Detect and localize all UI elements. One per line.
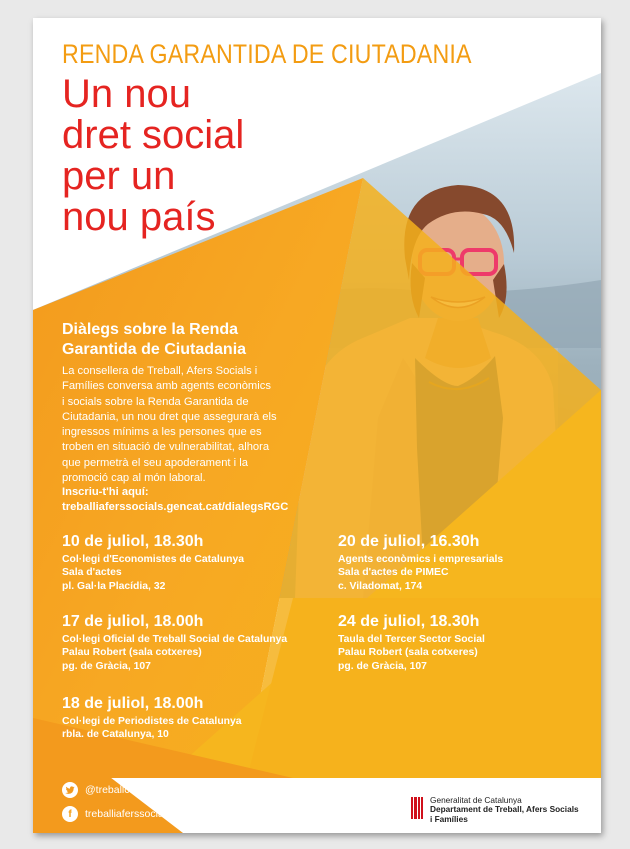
event-org: Taula del Tercer Sector Social — [338, 634, 485, 645]
event-address: c. Viladomat, 174 — [338, 580, 423, 592]
event-org: Col·legi d'Economistes de Catalunya — [62, 554, 245, 565]
event-venue: Palau Robert (sala cotxeres) — [338, 647, 478, 659]
senyera-icon — [411, 797, 423, 819]
body-line: La consellera de Treball, Afers Socials i — [62, 365, 258, 377]
body-line: troben en situació de vulnerabilitat, alhora — [62, 441, 270, 454]
poster — [33, 18, 601, 833]
body-line: promoció cap al món laboral. — [62, 472, 206, 485]
body-line: que permetrà el seu apoderament i la — [62, 456, 248, 469]
event-address: pg. de Gràcia, 107 — [62, 660, 151, 672]
event-org: Col·legi Oficial de Treball Social de Catalunya — [62, 634, 288, 645]
logo-line-2: Departament de Treball, Afers Socials — [430, 804, 579, 815]
event-org: Agents econòmics i empresarials — [338, 554, 504, 565]
event-address: pl. Gal·la Placídia, 32 — [62, 580, 166, 592]
generalitat-logo — [411, 796, 579, 824]
event-venue: Sala d'actes — [62, 567, 122, 579]
event-date: 17 de juliol, 18.00h — [62, 613, 204, 630]
body-line: ingressos mínims a les persones que es — [62, 426, 262, 439]
headline — [62, 74, 244, 238]
event-date: 24 de juliol, 18.30h — [338, 613, 480, 630]
twitter-icon[interactable] — [62, 782, 78, 798]
body-line: Famílies conversa amb agents econòmics — [62, 380, 271, 393]
dialegs-title — [62, 320, 246, 360]
registration — [62, 485, 288, 515]
event-24-juliol — [338, 613, 485, 673]
logo-line-3: i Famílies — [430, 813, 468, 824]
event-date: 10 de juliol, 18.30h — [62, 533, 204, 550]
registration-label: Inscriu-t'hi aquí: — [62, 486, 149, 498]
headline-line-4: nou país — [62, 195, 216, 239]
body-line: i socials sobre la Renda Garantida de — [62, 395, 249, 408]
logo-line-1: Generalitat de Catalunya — [430, 795, 522, 805]
dialegs-title-line-2: Garantida de Ciutadania — [62, 341, 247, 358]
eyebrow-title: RENDA GARANTIDA DE CIUTADANIA — [62, 39, 472, 69]
logo-text — [430, 796, 579, 824]
event-date: 20 de juliol, 16.30h — [338, 533, 480, 550]
event-18-juliol — [62, 695, 242, 742]
event-date: 18 de juliol, 18.00h — [62, 695, 204, 712]
event-17-juliol — [62, 613, 287, 673]
dialegs-body — [62, 364, 290, 486]
facebook-row[interactable] — [62, 806, 171, 822]
event-10-juliol — [62, 533, 244, 593]
registration-link[interactable]: treballiaferssocials.gencat.cat/dialegsRGC — [62, 501, 289, 513]
event-venue: Sala d'actes de PIMEC — [338, 567, 449, 579]
event-address: pg. de Gràcia, 107 — [338, 660, 427, 672]
facebook-handle[interactable]: treballiaferssocials — [85, 808, 172, 820]
headline-line-2: dret social — [62, 113, 245, 157]
twitter-handles[interactable]: @treballcat · @afersocialscat — [85, 784, 223, 796]
body-line: Ciutadania, un nou dret que assegurarà els — [62, 410, 277, 423]
event-venue: Palau Robert (sala cotxeres) — [62, 647, 202, 659]
twitter-row[interactable] — [62, 782, 222, 798]
headline-line-1: Un nou — [62, 72, 191, 116]
headline-line-3: per un — [62, 154, 176, 198]
event-20-juliol — [338, 533, 503, 593]
event-venue: rbla. de Catalunya, 10 — [62, 729, 169, 741]
event-org: Col·legi de Periodistes de Catalunya — [62, 716, 242, 727]
facebook-icon[interactable]: f — [62, 806, 78, 822]
dialegs-title-line-1: Diàlegs sobre la Renda — [62, 321, 239, 338]
